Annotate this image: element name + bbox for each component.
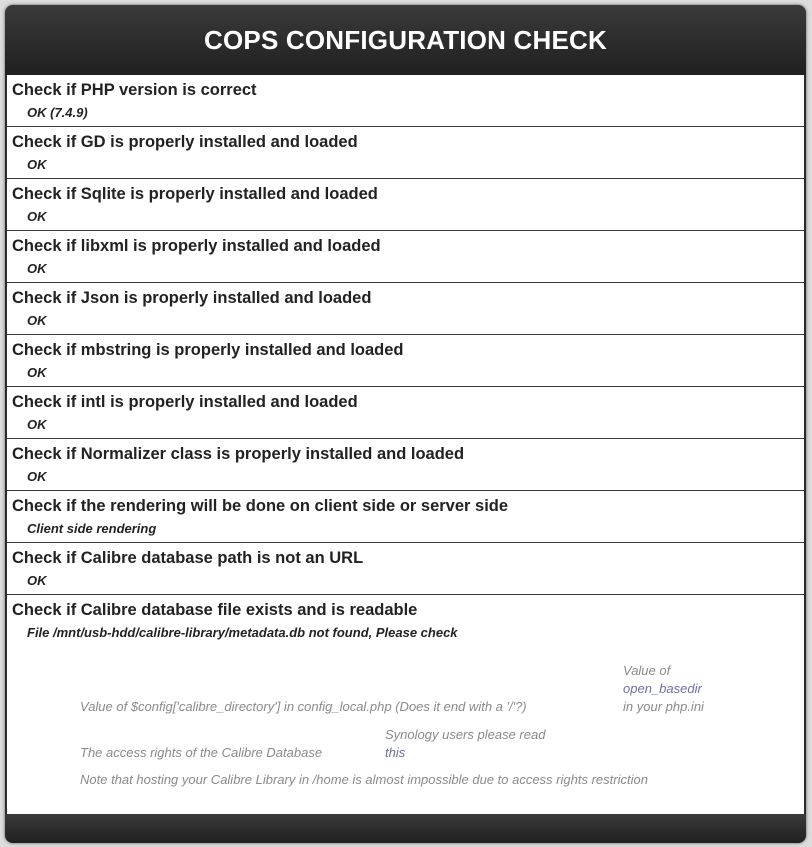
check-title: Check if PHP version is correct: [12, 81, 257, 99]
check-result: File /mnt/usb-hdd/calibre-library/metadata.db not found, Please check: [27, 625, 458, 640]
page-title: COPS CONFIGURATION CHECK: [204, 24, 607, 55]
check-result: OK (7.4.9): [27, 105, 88, 120]
basedir-label-2: in your php.ini: [623, 699, 704, 714]
check-title: Check if the rendering will be done on client side or server side: [12, 497, 509, 515]
check-result: OK: [27, 261, 47, 276]
access-rights-note: The access rights of the Calibre Database: [80, 745, 323, 760]
open-basedir-text: open_basedir: [623, 681, 702, 696]
check-row-calibre-url: [7, 543, 804, 595]
check-row-sqlite: [7, 179, 804, 231]
check-title: Check if GD is properly installed and loaded: [12, 133, 358, 151]
check-row-libxml: [7, 231, 804, 283]
check-title: Check if Normalizer class is properly installed and loaded: [12, 445, 465, 463]
check-result: OK: [27, 365, 47, 380]
check-result: Client side rendering: [27, 521, 157, 536]
check-title: Check if Calibre database path is not an URL: [12, 549, 364, 567]
page-header: [5, 5, 806, 75]
check-result: OK: [27, 417, 47, 432]
check-result: OK: [27, 157, 47, 172]
check-title: Check if mbstring is properly installed and loaded: [12, 341, 404, 359]
check-row-json: [7, 283, 804, 335]
check-title: Check if Sqlite is properly installed and loaded: [12, 185, 378, 203]
check-row-normalizer: [7, 439, 804, 491]
home-warning: Note that hosting your Calibre Library in /home is almost impossible due to access rights restriction: [80, 772, 648, 787]
check-title: Check if Json is properly installed and loaded: [12, 289, 372, 307]
check-row-rendering: [7, 491, 804, 543]
check-row-php: [7, 75, 804, 127]
check-result: OK: [27, 313, 47, 328]
check-row-intl: [7, 387, 804, 439]
config-directory-note: Value of $config['calibre_directory'] in config_local.php (Does it end with a '/'?): [80, 699, 527, 714]
check-result: OK: [27, 573, 47, 588]
page-frame: [5, 5, 806, 843]
check-result: OK: [27, 469, 47, 484]
page-footer: [5, 814, 806, 843]
synology-note: Synology users please read: [385, 727, 546, 742]
synology-link[interactable]: this: [385, 745, 406, 760]
check-title: Check if Calibre database file exists and is readable: [12, 601, 418, 619]
check-title: Check if libxml is properly installed and loaded: [12, 237, 381, 255]
check-title: Check if intl is properly installed and loaded: [12, 393, 358, 411]
check-result: OK: [27, 209, 47, 224]
checks-list: [7, 75, 804, 814]
basedir-label-1: Value of: [623, 663, 671, 678]
check-row-mbstring: [7, 335, 804, 387]
check-row-gd: [7, 127, 804, 179]
